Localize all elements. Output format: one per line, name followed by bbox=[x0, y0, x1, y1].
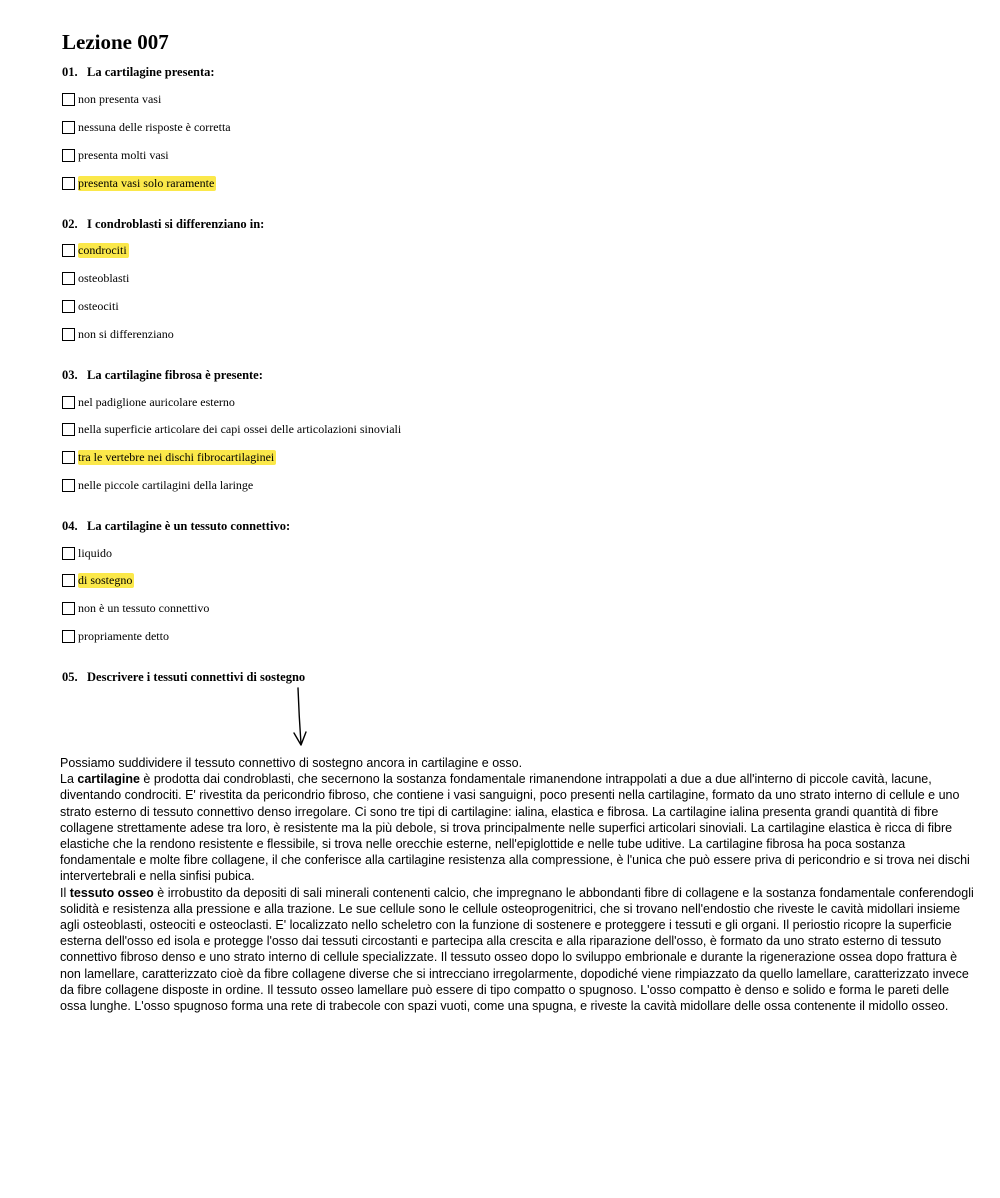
answer-intro: Possiamo suddividere il tessuto connettivo di sostegno ancora in cartilagine e osso. bbox=[60, 756, 523, 770]
question-02-option-1[interactable] bbox=[62, 242, 129, 258]
question-03-option-2[interactable] bbox=[62, 421, 403, 437]
question-04-title bbox=[62, 518, 290, 534]
checkbox[interactable] bbox=[62, 177, 75, 190]
question-02-option-2[interactable] bbox=[62, 270, 131, 286]
question-02-title bbox=[62, 216, 264, 232]
checkbox[interactable] bbox=[62, 630, 75, 643]
question-04-option-4[interactable] bbox=[62, 628, 171, 644]
option-label: osteociti bbox=[78, 298, 119, 313]
question-01-option-2[interactable] bbox=[62, 119, 233, 135]
question-02-option-4[interactable] bbox=[62, 326, 176, 342]
option-label: non è un tessuto connettivo bbox=[78, 600, 210, 615]
option-label: non presenta vasi bbox=[78, 91, 162, 106]
checkbox[interactable] bbox=[62, 149, 75, 162]
checkbox[interactable] bbox=[62, 121, 75, 134]
question-03-option-3[interactable] bbox=[62, 449, 276, 465]
option-label: presenta molti vasi bbox=[78, 147, 169, 162]
checkbox[interactable] bbox=[62, 244, 75, 257]
question-number: 01. bbox=[62, 65, 78, 79]
cartilage-text: è prodotta dai condroblasti, che secernono la sostanza fondamentale rimanendone intrappolati a due a due all'interno di piccole cavità, lacune, diventando condrociti. E' rivestita da pericondrio fibroso, che contiene i vasi sanguigni, poco presenti nella cartilagine, formato da uno strato interno di cellule e uno strato esterno di tessuto connettivo denso irregolare. Ci sono tre tipi di cartilagine: ialina, elastica e fibrosa. La cartilagine ialina presenta grandi quantità di fibre collagene strettamente adese tra loro, è resistente ma la più debole, si trova principalmente nelle superfici articolari sinoviali. La cartilagine elastica è ricca di fibre elastiche che la rendono resistente e flessibile, si trova nelle orecchie esterne, nell'epiglottide e nelle tube uditive. La cartilagine fibrosa ha poca sostanza fondamentale e molte fibre collagene, il che conferisce alla cartilagine resistenza alla compressione, è l'unica che può essere priva di pericondrio e si trova nei dischi intervertebrali e nella sinfisi pubica. bbox=[60, 772, 970, 884]
checkbox[interactable] bbox=[62, 328, 75, 341]
question-03-option-4[interactable] bbox=[62, 477, 255, 493]
checkbox[interactable] bbox=[62, 574, 75, 587]
question-number: 02. bbox=[62, 217, 78, 231]
question-text: La cartilagine è un tessuto connettivo: bbox=[87, 519, 291, 533]
option-label: nel padiglione auricolare esterno bbox=[78, 394, 235, 409]
option-label-highlighted: presenta vasi solo raramente bbox=[78, 175, 215, 190]
question-04-option-3[interactable] bbox=[62, 600, 211, 616]
option-label: osteoblasti bbox=[78, 270, 130, 285]
checkbox[interactable] bbox=[62, 423, 75, 436]
question-03-title bbox=[62, 367, 263, 383]
option-label-highlighted: condrociti bbox=[78, 242, 127, 257]
option-label: nella superficie articolare dei capi ossei delle articolazioni sinoviali bbox=[78, 421, 402, 436]
bone-term: tessuto osseo bbox=[69, 885, 154, 900]
question-02-option-3[interactable] bbox=[62, 298, 121, 314]
page-title: Lezione 007 bbox=[62, 30, 169, 54]
option-label-highlighted: tra le vertebre nei dischi fibrocartilaginei bbox=[78, 449, 275, 464]
option-label: liquido bbox=[78, 545, 113, 560]
question-01-option-3[interactable] bbox=[62, 147, 171, 163]
checkbox[interactable] bbox=[62, 300, 75, 313]
question-03-option-1[interactable] bbox=[62, 394, 237, 410]
question-01-option-1[interactable] bbox=[62, 91, 163, 107]
question-01-title bbox=[62, 64, 215, 80]
question-04-option-1[interactable] bbox=[62, 545, 114, 561]
answer-bone-paragraph bbox=[60, 885, 975, 1015]
question-text: I condroblasti si differenziano in: bbox=[87, 217, 265, 231]
question-04-option-2[interactable] bbox=[62, 572, 134, 588]
answer-text bbox=[60, 755, 975, 1014]
checkbox[interactable] bbox=[62, 396, 75, 409]
question-number: 05. bbox=[62, 670, 78, 684]
answer-cartilage-paragraph bbox=[60, 771, 975, 884]
question-05-title bbox=[62, 669, 305, 685]
checkbox[interactable] bbox=[62, 479, 75, 492]
question-01-option-4[interactable] bbox=[62, 175, 216, 191]
bone-prefix: Il bbox=[60, 885, 70, 900]
cartilage-term: cartilagine bbox=[77, 772, 140, 787]
down-arrow-icon bbox=[280, 686, 320, 750]
option-label: nelle piccole cartilagini della laringe bbox=[78, 477, 254, 492]
option-label-highlighted: di sostegno bbox=[78, 572, 133, 587]
question-text: La cartilagine fibrosa è presente: bbox=[87, 368, 263, 382]
question-text: Descrivere i tessuti connettivi di sostegno bbox=[87, 670, 306, 684]
option-label: propriamente detto bbox=[78, 628, 169, 643]
option-label: nessuna delle risposte è corretta bbox=[78, 119, 231, 134]
cartilage-prefix: La bbox=[60, 772, 78, 787]
checkbox[interactable] bbox=[62, 547, 75, 560]
checkbox[interactable] bbox=[62, 602, 75, 615]
checkbox[interactable] bbox=[62, 272, 75, 285]
question-text: La cartilagine presenta: bbox=[87, 65, 215, 79]
option-label: non si differenziano bbox=[78, 326, 174, 341]
checkbox[interactable] bbox=[62, 93, 75, 106]
bone-text: è irrobustito da depositi di sali minerali contenenti calcio, che impregnano le abbondanti fibre di collagene e la sostanza fondamentale conferendogli solidità e resistenza alla pressione e alla trazione. Le sue cellule sono le cellule osteoprogenitrici, che si trovano nell'endostio che riveste le cavità midollari insieme agli osteoblasti, osteociti e osteoclasti. E' localizzato nello scheletro con la funzione di sostenere e proteggere i tessuti e gli organi. Il periostio ricopre la superficie esterna dell'osso ed isola e protegge l'osso dai tessuti circostanti e partecipa alla crescita e alla riparazione dell'osso, è formato da uno strato esterno di tessuto connettivo fibroso denso e uno strato interno di cellule specializzate. Il tessuto osseo dopo lo sviluppo embrionale e durante la rigenerazione ossea dopo frattura è non lamellare, caratterizzato cioè da fibre collagene diverse che si intrecciano irregolarmente, dopodiché viene rimpiazzato da quello lamellare, caratterizzato invece da fibre collagene disposte in ordine. Il tessuto osseo lamellare può essere di tipo compatto o spugnoso. L'osso compatto è denso e solido e forma le pareti delle ossa lunghe. L'osso spugnoso forma una rete di trabecole con spazi vuoti, come una spugna, e riveste la cavità midollare delle ossa contenente il midollo osseo. bbox=[60, 885, 974, 1014]
question-number: 04. bbox=[62, 519, 78, 533]
checkbox[interactable] bbox=[62, 451, 75, 464]
question-number: 03. bbox=[62, 368, 78, 382]
